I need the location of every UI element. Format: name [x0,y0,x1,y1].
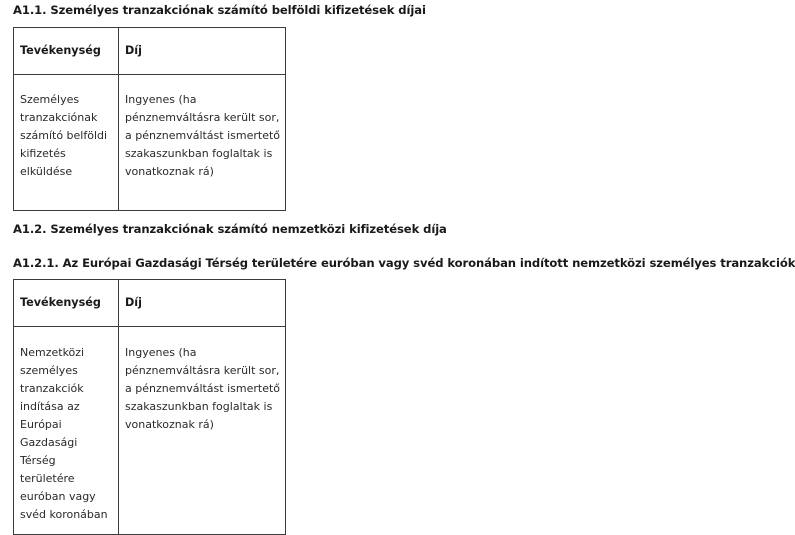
fee-table-international-eea [13,279,286,535]
activity-cell: Személyes tranzakciónak számító belföldi kifizetés elküldése [14,75,119,211]
fee-cell: Ingyenes (ha pénznemváltásra került sor, a pénznemváltást ismertető szakaszunkban foglaltak is vonatkoznak rá) [119,75,286,211]
activity-cell: Nemzetközi személyes tranzakciók indítása az Európai Gazdasági Térség területére euróban vagy svéd koronában [14,327,119,535]
column-header-fee: Díj [119,280,286,327]
column-header-activity: Tevékenység [14,280,119,327]
table-row [14,327,286,535]
section-heading-a1-2: A1.2. Személyes tranzakciónak számító nemzetközi kifizetések díja [13,222,447,236]
table-header-row [14,28,286,75]
section-heading-a1-1: A1.1. Személyes tranzakciónak számító belföldi kifizetések díjai [13,3,426,17]
fee-table-domestic [13,27,286,211]
column-header-fee: Díj [119,28,286,75]
section-heading-a1-2-1: A1.2.1. Az Európai Gazdasági Térség területére euróban vagy svéd koronában indított nemzetközi személyes tranzakciók [13,256,795,270]
fee-cell: Ingyenes (ha pénznemváltásra került sor, a pénznemváltást ismertető szakaszunkban foglaltak is vonatkoznak rá) [119,327,286,535]
column-header-activity: Tevékenység [14,28,119,75]
table-row [14,75,286,211]
table-header-row [14,280,286,327]
